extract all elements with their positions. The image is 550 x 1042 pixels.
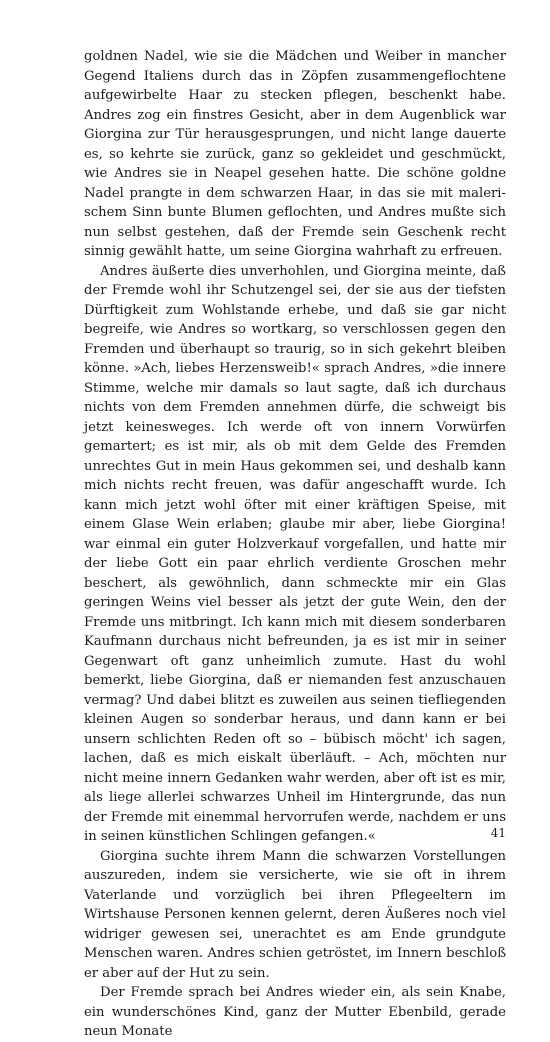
paragraph-4: Der Fremde sprach bei Andres wieder ein, als sein Knabe, ein wunderschönes Kind, ganz der Mutter Ebenbild, gerade neun Monate (84, 985, 506, 1039)
page-number: 41 (490, 826, 506, 840)
paragraph-3: Giorgina suchte ihrem Mann die schwarzen Vorstellungen auszureden, indem sie versicherte, wie sie oft in ihrem Vaterlande und vorzüglich bei ihren Pflegeeltern im Wirtshause Personen kennen gelernt, deren Äußeres noch viel widriger gewesen sei, unerachtet es am Ende grundgute Menschen waren. Andres schien getröstet, im Innern beschloß er aber auf der Hut zu sein. (84, 848, 506, 981)
paragraph-2: Andres äußerte dies unverhohlen, und Giorgina meinte, daß der Fremde wohl ihr Schutzengel sei, der sie aus der tiefsten Dürftigkeit zum Wohlstande erhebe, und daß sie gar nicht begreife, wie Andres so wortkarg, so verschlossen gegen den Fremden und überhaupt so traurig, so in sich gekehrt bleiben könne. »Ach, liebes Herzensweib!« sprach Andres, »die innere Stimme, welche mir damals so laut sagte, daß ich durchaus nichts von dem Fremden annehmen dürfe, die schweigt bis jetzt keinesweges. Ich werde oft von innern Vorwürfen gemartert; es ist mir, als ob mit dem Gelde des Fremden unrechtes Gut in mein Haus gekommen sei, und deshalb kann mich nichts recht freuen, was dafür angeschafft wurde. Ich kann mich jetzt wohl öfter mit einer kräftigen Speise, mit einem Glase Wein erlaben; glaube mir aber, liebe Giorgina! war einmal ein guter Holzverkauf vorgefallen, und hatte mir der liebe Gott ein paar ehrlich verdiente Groschen mehr beschert, als gewöhnlich, dann schmeckte mir ein Glas geringen Weins viel besser als jetzt der gute Wein, den der Fremde uns mitbringt. Ich kann mich mit diesem sonderbaren Kaufmann durchaus nicht befreunden, ja es ist mir in seiner Gegenwart oft ganz unheimlich zumute. Hast du wohl bemerkt, liebe Giorgina, daß er niemanden fest anzuschauen vermag? Und dabei blitzt es zuweilen aus seinen tiefliegenden kleinen Augen so sonderbar heraus, und dann kann er bei unsern schlichten Reden oft so – bübisch möcht' ich sagen, lachen, daß es mich eiskalt überläuft. – Ach, möchten nur nicht meine innern Gedanken wahr werden, aber oft ist es mir, als liege allerlei schwarzes Unheil im Hintergrunde, das nun der Fremde mit einemmal hervorrufen werde, nachdem er uns in seinen künstlichen Schlingen gefangen.« (84, 263, 506, 844)
body-text (84, 47, 506, 1042)
paragraph-1: goldnen Nadel, wie sie die Mädchen und Weiber in mancher Gegend Italiens durch das in Zöpfen zusammengeflochtene aufgewirbelte Haar zu stecken pflegen, beschenkt habe. Andres zog ein finstres Gesicht, aber in dem Augenblick war Giorgina zur Tür herausgesprungen, und nicht lange dauerte es, so kehrte sie zurück, ganz so gekleidet und geschmückt, wie Andres sie in Neapel gesehen hatte. Die schöne goldne Nadel prangte in dem schwarzen Haar, in das sie mit malerischem Sinn bunte Blumen geflochten, und Andres mußte sich nun selbst gestehen, daß der Fremde sein Geschenk recht sinnig gewählt hatte, um seine Giorgina wahrhaft zu erfreuen. (84, 49, 506, 259)
